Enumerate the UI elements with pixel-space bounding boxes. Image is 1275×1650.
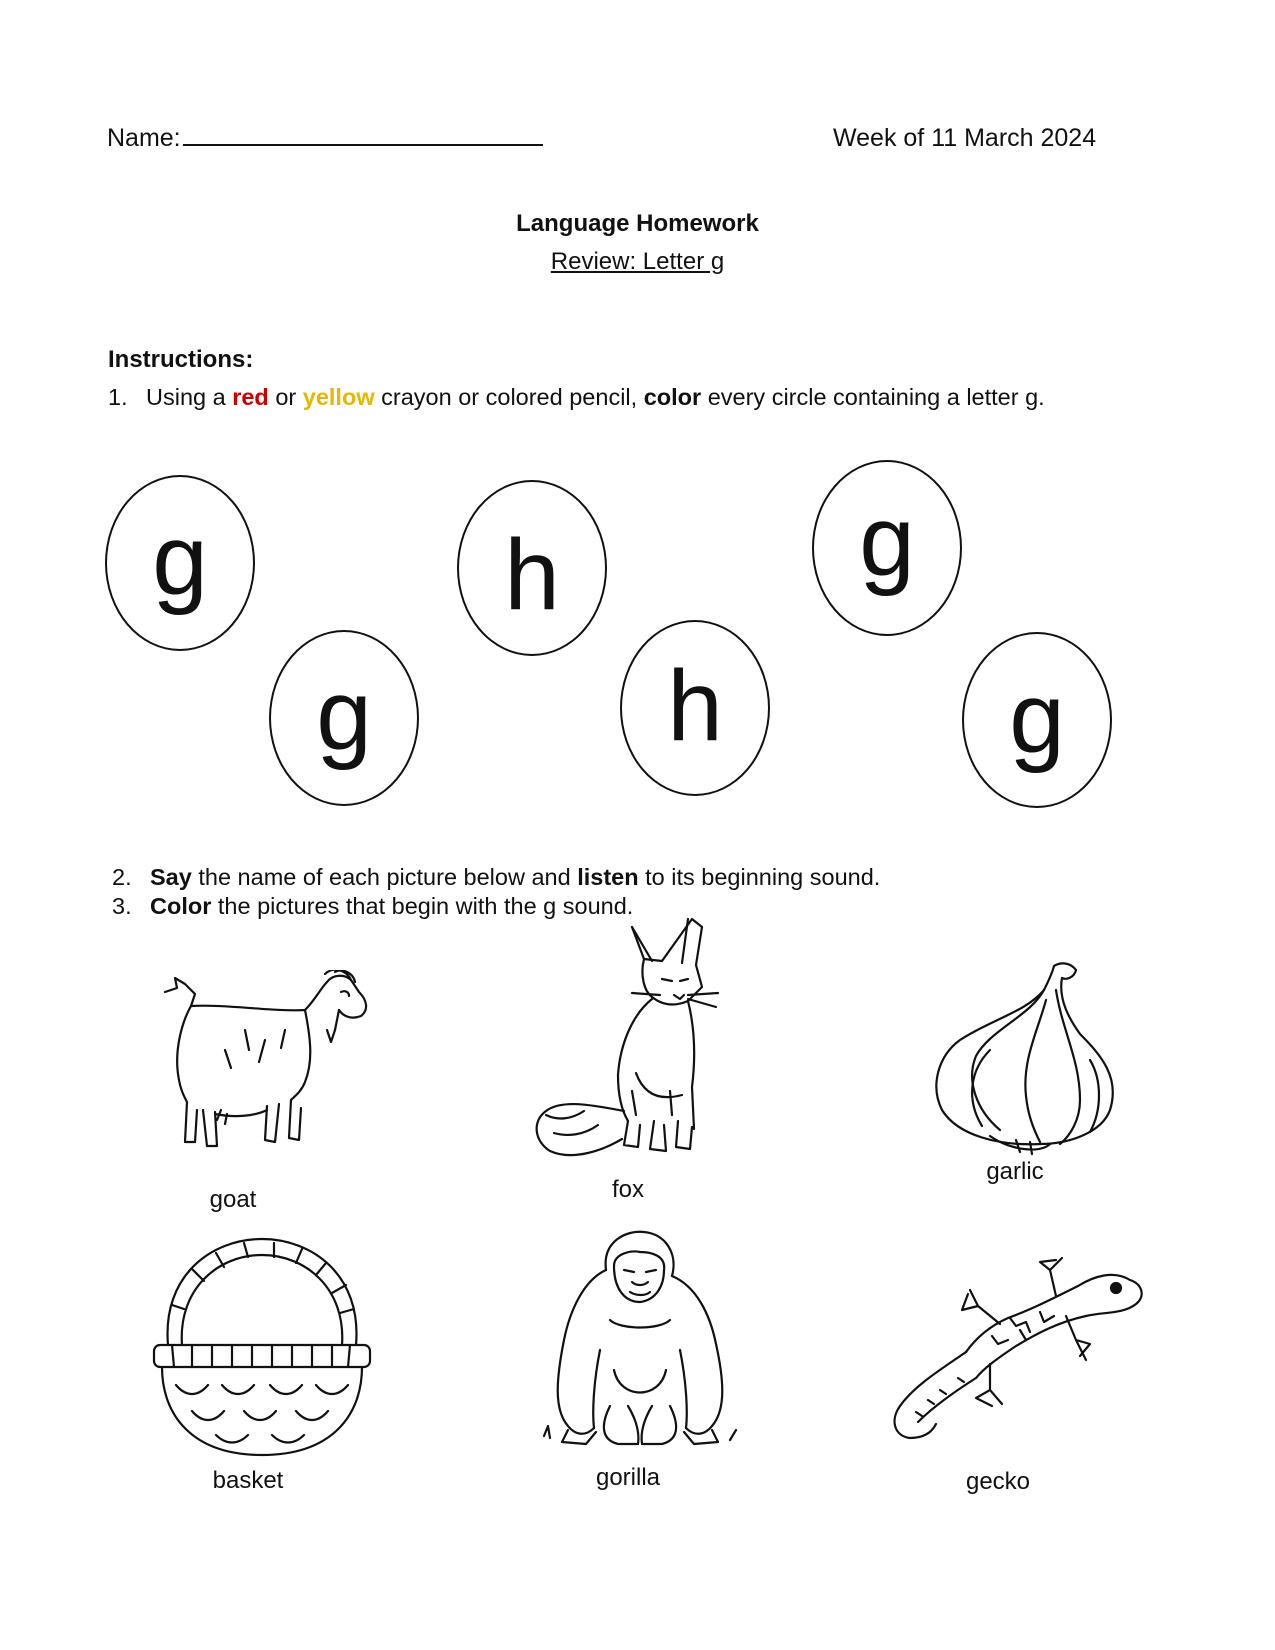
gorilla-label: gorilla [595, 1464, 661, 1491]
garlic-label: garlic [986, 1158, 1044, 1185]
step-number: 3. [112, 893, 132, 919]
instruction-text: the name of each picture below and [191, 864, 578, 890]
emphasis-color: color [643, 384, 702, 410]
letter-bubble-g-4[interactable] [962, 632, 1112, 808]
bubble-letter: g [1009, 662, 1065, 774]
fox-picture[interactable] [532, 915, 722, 1165]
goat-picture[interactable] [155, 970, 395, 1170]
instruction-text: crayon or colored pencil, [374, 384, 644, 410]
instruction-text: the pictures that begin with the g sound. [211, 893, 634, 919]
gecko-label: gecko [965, 1468, 1031, 1495]
bubble-letter: h [504, 519, 560, 631]
step-number: 2. [112, 864, 132, 890]
page-title: Language Homework [516, 210, 759, 237]
letter-bubble-g-2[interactable] [269, 630, 419, 806]
instruction-text: to its beginning sound. [638, 864, 881, 890]
bubble-letter: g [152, 504, 208, 616]
instruction-step-2 [112, 864, 880, 891]
name-blank-line[interactable] [183, 124, 543, 146]
step-number: 1. [108, 384, 128, 410]
basket-picture[interactable] [152, 1235, 372, 1460]
garlic-picture[interactable] [930, 960, 1140, 1160]
instruction-text: every circle containing a letter g. [701, 384, 1045, 410]
emphasis-listen: listen [577, 864, 639, 890]
emphasis-say: Say [150, 864, 192, 890]
instruction-text: Using a [146, 384, 233, 410]
name-field[interactable] [107, 124, 543, 153]
gecko-picture[interactable] [880, 1240, 1150, 1450]
letter-bubble-g-1[interactable] [105, 475, 255, 651]
week-label: Week of 11 March 2024 [833, 124, 1097, 152]
bubble-letter: g [859, 485, 915, 597]
page-subtitle: Review: Letter g [550, 248, 725, 275]
letter-bubble-h-1[interactable] [457, 480, 607, 656]
fox-label: fox [611, 1176, 644, 1203]
bubble-letter: g [316, 659, 372, 771]
name-label: Name: [107, 124, 181, 152]
yellow-word: yellow [302, 384, 375, 410]
basket-label: basket [212, 1467, 284, 1494]
emphasis-color: Color [150, 893, 212, 919]
red-word: red [232, 384, 269, 410]
gorilla-picture[interactable] [540, 1230, 740, 1450]
instructions-heading: Instructions: [108, 346, 254, 373]
instruction-text: or [268, 384, 303, 410]
bubble-letter: h [667, 650, 723, 762]
goat-label: goat [209, 1186, 257, 1213]
letter-bubble-g-3[interactable] [812, 460, 962, 636]
instruction-step-1 [108, 384, 1045, 411]
letter-bubble-h-2[interactable] [620, 620, 770, 796]
